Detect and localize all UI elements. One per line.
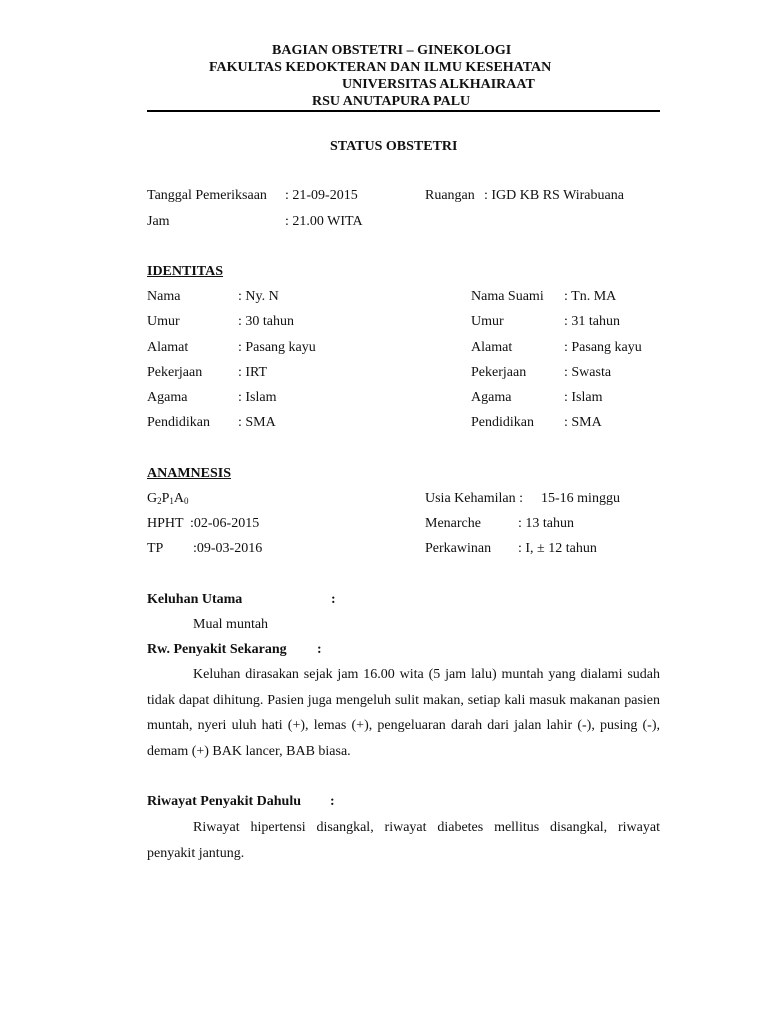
husband-religion-value: : Islam (564, 390, 603, 405)
patient-name-label: Nama (147, 289, 181, 304)
past-illness-text: Riwayat hipertensi disangkal, riwayat diabetes mellitus disangkal, riwayat penyakit jantung. (147, 820, 660, 861)
room-value: : IGD KB RS Wirabuana (484, 188, 624, 203)
husband-job-value: : Swasta (564, 365, 612, 380)
hpht-label: HPHT (147, 516, 184, 531)
exam-date-value: : 21-09-2015 (285, 188, 358, 203)
room-label: Ruangan (425, 188, 475, 203)
patient-education-label: Pendidikan (147, 415, 210, 430)
gpa-p-number: 1 (169, 496, 174, 506)
patient-religion-label: Agama (147, 390, 188, 405)
past-illness-colon: : (330, 794, 335, 809)
header-line-3: UNIVERSITAS ALKHAIRAAT (342, 77, 535, 92)
current-illness-label: Rw. Penyakit Sekarang (147, 642, 287, 657)
gestational-age-label: Usia Kehamilan : (425, 491, 523, 506)
husband-address-label: Alamat (471, 340, 513, 355)
patient-religion-value: : Islam (238, 390, 277, 405)
gpa-g-number: 2 (157, 496, 162, 506)
patient-job-label: Pekerjaan (147, 365, 203, 380)
husband-age-label: Umur (471, 314, 504, 329)
current-illness-text: Keluhan dirasakan sejak jam 16.00 wita (5 jam lalu) muntah yang dialami sudah tidak dapat dihitung. Pasien juga mengeluh sulit makan, setiap kali masuk makanan pasien muntah, nyeri uluh hati (+), lemas (+), pengeluaran darah dari jalan lahir (-), pusing (-), demam (+) BAK lancer, BAB biasa. (147, 667, 660, 759)
menarche-value: : 13 tahun (518, 516, 574, 531)
header-line-4: RSU ANUTAPURA PALU (312, 94, 471, 109)
marriage-value: : I, ± 12 tahun (518, 541, 597, 556)
patient-age-value: : 30 tahun (238, 314, 294, 329)
patient-age-label: Umur (147, 314, 180, 329)
past-illness-label: Riwayat Penyakit Dahulu (147, 794, 302, 809)
exam-time-label: Jam (147, 214, 170, 229)
document-title: STATUS OBSTETRI (330, 139, 458, 154)
gpa-a: A (173, 491, 185, 506)
husband-education-value: : SMA (564, 415, 602, 430)
anamnesis-heading: ANAMNESIS (147, 466, 232, 481)
tp-label: TP (147, 541, 164, 556)
patient-name-value: : Ny. N (238, 289, 279, 304)
gpa-p: P (161, 491, 170, 506)
gpa-g: G (147, 491, 158, 506)
chief-complaint-label: Keluhan Utama (147, 592, 243, 607)
marriage-label: Perkawinan (425, 541, 492, 556)
patient-job-value: : IRT (238, 365, 268, 380)
husband-job-label: Pekerjaan (471, 365, 527, 380)
identity-heading: IDENTITAS (147, 264, 223, 279)
patient-address-label: Alamat (147, 340, 189, 355)
current-illness-colon: : (317, 642, 322, 657)
menarche-label: Menarche (425, 516, 481, 531)
husband-education-label: Pendidikan (471, 415, 534, 430)
exam-date-label: Tanggal Pemeriksaan (147, 188, 267, 203)
chief-complaint-colon: : (331, 592, 336, 607)
husband-religion-label: Agama (471, 390, 512, 405)
chief-complaint-text: Mual muntah (193, 617, 269, 632)
tp-value: :09-03-2016 (193, 541, 263, 556)
header-line-2: FAKULTAS KEDOKTERAN DAN ILMU KESEHATAN (209, 60, 552, 75)
header-line-1: BAGIAN OBSTETRI – GINEKOLOGI (272, 43, 512, 58)
husband-name-value: : Tn. MA (564, 289, 617, 304)
patient-education-value: : SMA (238, 415, 276, 430)
patient-address-value: : Pasang kayu (238, 340, 316, 355)
hpht-value: :02-06-2015 (190, 516, 260, 531)
exam-time-value: : 21.00 WITA (285, 214, 363, 229)
gestational-age-value: 15-16 minggu (541, 491, 620, 506)
header-rule (147, 110, 660, 112)
husband-name-label: Nama Suami (471, 289, 544, 304)
husband-age-value: : 31 tahun (564, 314, 620, 329)
husband-address-value: : Pasang kayu (564, 340, 642, 355)
gpa-formula (147, 491, 189, 507)
gpa-a-number: 0 (184, 496, 189, 506)
